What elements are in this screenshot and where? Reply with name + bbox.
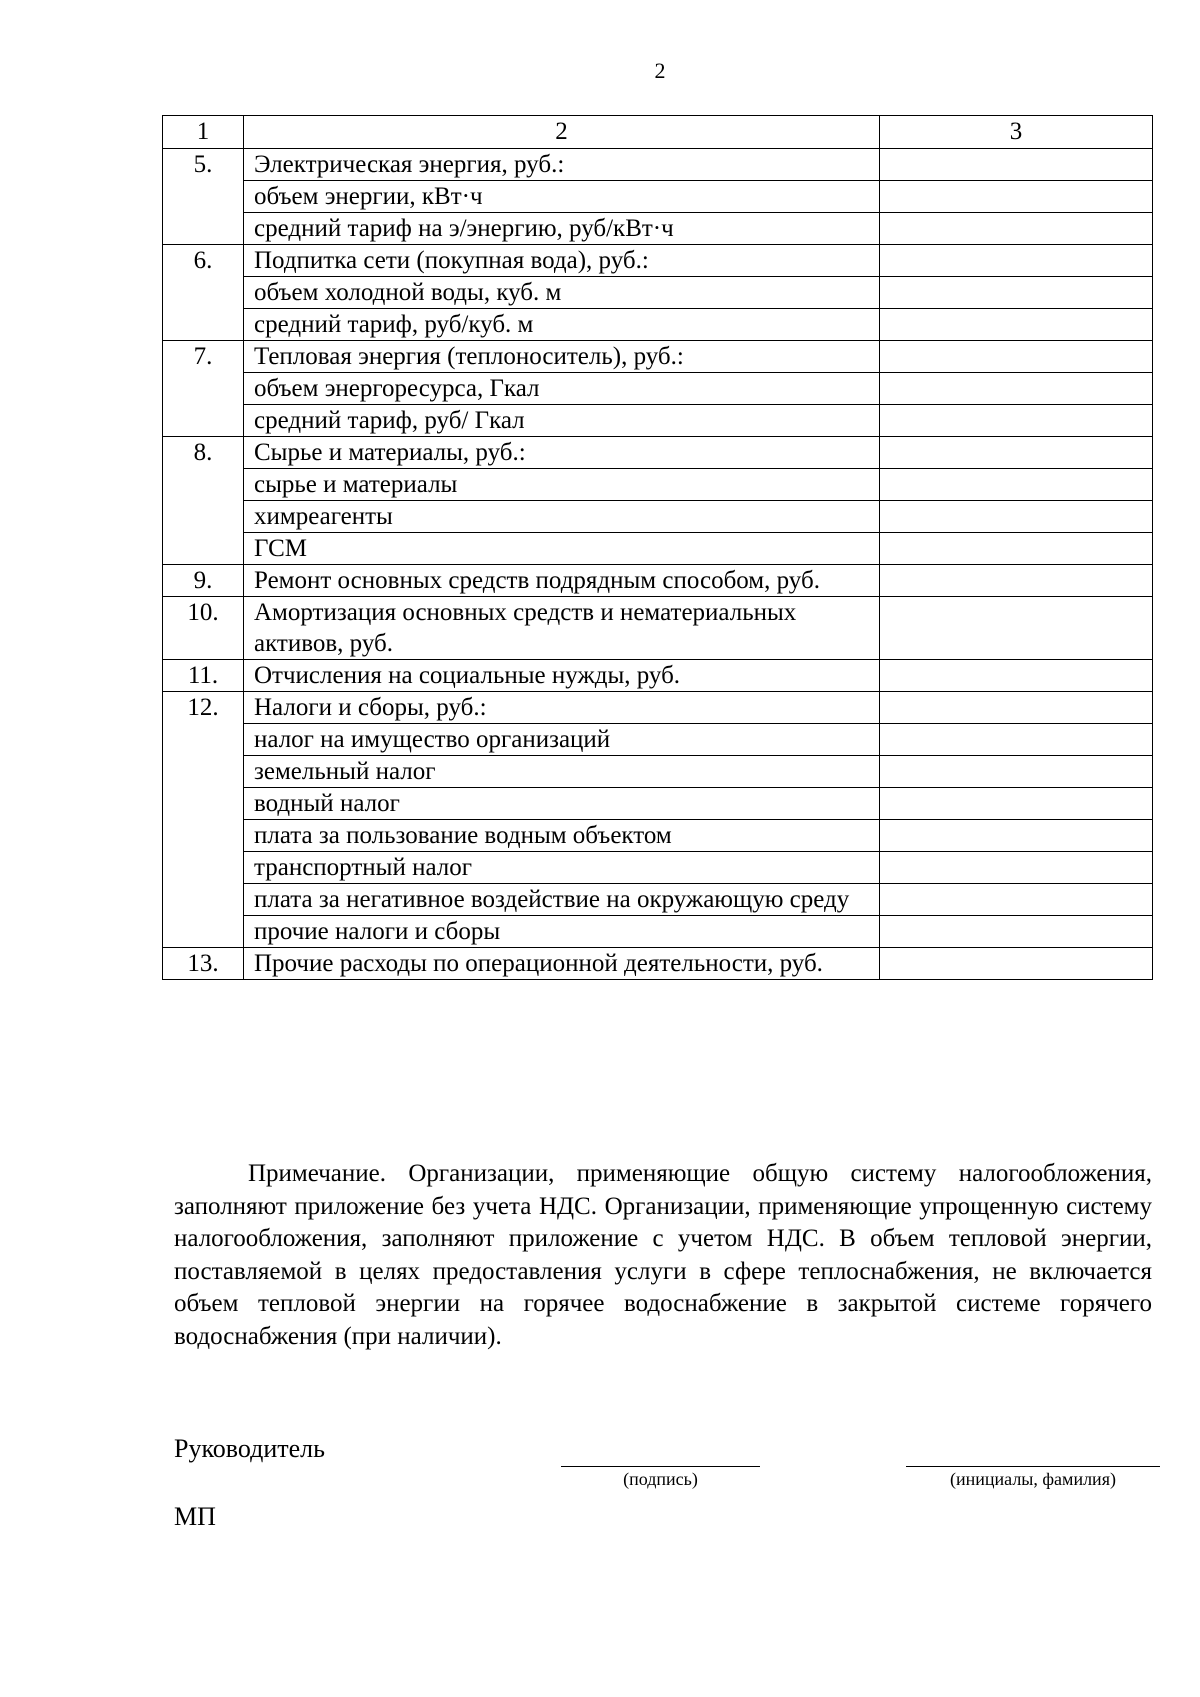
row-label: Подпитка сети (покупная вода), руб.: (244, 245, 880, 277)
row-number: 10. (163, 597, 244, 660)
row-label: водный налог (244, 788, 880, 820)
row-label: транспортный налог (244, 852, 880, 884)
name-line (906, 1466, 1160, 1467)
row-label: средний тариф на э/энергию, руб/кВт·ч (244, 213, 880, 245)
row-number: 7. (163, 341, 244, 437)
value-cell (880, 916, 1153, 948)
header-col-2: 2 (244, 116, 880, 149)
row-number: 8. (163, 437, 244, 565)
table-row (163, 948, 1153, 980)
row-label: Электрическая энергия, руб.: (244, 149, 880, 181)
value-cell (880, 533, 1153, 565)
table-row (163, 565, 1153, 597)
table-row (163, 597, 1153, 660)
signer-role: Руководитель (174, 1434, 325, 1463)
row-label: объем энергоресурса, Гкал (244, 373, 880, 405)
table-row (163, 309, 1153, 341)
value-cell (880, 437, 1153, 469)
row-label: Амортизация основных средств и нематериальных активов, руб. (244, 597, 880, 660)
signature-label: (подпись) (623, 1469, 698, 1489)
table-row (163, 724, 1153, 756)
table-row (163, 437, 1153, 469)
row-label: сырье и материалы (244, 469, 880, 501)
row-label: объем холодной воды, куб. м (244, 277, 880, 309)
header-col-3: 3 (880, 116, 1153, 149)
value-cell (880, 341, 1153, 373)
note-paragraph (174, 1158, 1152, 1353)
value-cell (880, 756, 1153, 788)
row-label: Отчисления на социальные нужды, руб. (244, 660, 880, 692)
table-row (163, 660, 1153, 692)
stamp-placeholder: МП (174, 1502, 216, 1531)
page-number: 2 (654, 58, 666, 83)
value-cell (880, 405, 1153, 437)
row-label: плата за негативное воздействие на окружающую среду (244, 884, 880, 916)
table-row (163, 469, 1153, 501)
signature-line (561, 1466, 760, 1467)
value-cell (880, 309, 1153, 341)
row-label: объем энергии, кВт·ч (244, 181, 880, 213)
value-cell (880, 788, 1153, 820)
table-row (163, 788, 1153, 820)
table-row (163, 820, 1153, 852)
row-number: 12. (163, 692, 244, 948)
value-cell (880, 245, 1153, 277)
value-cell (880, 820, 1153, 852)
value-cell (880, 565, 1153, 597)
row-number: 13. (163, 948, 244, 980)
value-cell (880, 213, 1153, 245)
note-text: Примечание. Организации, применяющие общую систему налогообложения, заполняют приложение без учета НДС. Организации, применяющие упрощенную систему налогообложения, заполняют приложение с учетом НДС. В объем тепловой энергии, поставляемой в целях предоставления услуги в сфере теплоснабжения, не включается объем тепловой энергии на горячее водоснабжение в закрытой системе горячего водоснабжения (при наличии). (174, 1160, 1152, 1350)
table-row (163, 756, 1153, 788)
row-label: земельный налог (244, 756, 880, 788)
value-cell (880, 597, 1153, 660)
row-label: плата за пользование водным объектом (244, 820, 880, 852)
row-number: 9. (163, 565, 244, 597)
header-col-1: 1 (163, 116, 244, 149)
table-row (163, 277, 1153, 309)
row-number: 5. (163, 149, 244, 245)
value-cell (880, 692, 1153, 724)
value-cell (880, 660, 1153, 692)
table-row (163, 533, 1153, 565)
table-row (163, 245, 1153, 277)
table-row (163, 884, 1153, 916)
row-label: средний тариф, руб/ Гкал (244, 405, 880, 437)
value-cell (880, 149, 1153, 181)
value-cell (880, 469, 1153, 501)
row-label: Прочие расходы по операционной деятельности, руб. (244, 948, 880, 980)
table-row (163, 341, 1153, 373)
row-label: налог на имущество организаций (244, 724, 880, 756)
name-label: (инициалы, фамилия) (950, 1469, 1116, 1489)
table-row (163, 149, 1153, 181)
value-cell (880, 884, 1153, 916)
row-label: средний тариф, руб/куб. м (244, 309, 880, 341)
table-row (163, 501, 1153, 533)
table-row (163, 373, 1153, 405)
table-row (163, 916, 1153, 948)
row-label: Тепловая энергия (теплоноситель), руб.: (244, 341, 880, 373)
table-row (163, 181, 1153, 213)
value-cell (880, 277, 1153, 309)
table-row (163, 405, 1153, 437)
value-cell (880, 724, 1153, 756)
row-number: 6. (163, 245, 244, 341)
table-header-row (163, 116, 1153, 149)
table-row (163, 213, 1153, 245)
row-label: химреагенты (244, 501, 880, 533)
value-cell (880, 948, 1153, 980)
cost-table-body (163, 116, 1153, 980)
value-cell (880, 852, 1153, 884)
value-cell (880, 373, 1153, 405)
row-number: 11. (163, 660, 244, 692)
row-label: ГСМ (244, 533, 880, 565)
table-row (163, 852, 1153, 884)
row-label: прочие налоги и сборы (244, 916, 880, 948)
row-label: Сырье и материалы, руб.: (244, 437, 880, 469)
value-cell (880, 181, 1153, 213)
value-cell (880, 501, 1153, 533)
row-label: Налоги и сборы, руб.: (244, 692, 880, 724)
row-label: Ремонт основных средств подрядным способом, руб. (244, 565, 880, 597)
cost-table (162, 115, 1153, 980)
table-row (163, 692, 1153, 724)
